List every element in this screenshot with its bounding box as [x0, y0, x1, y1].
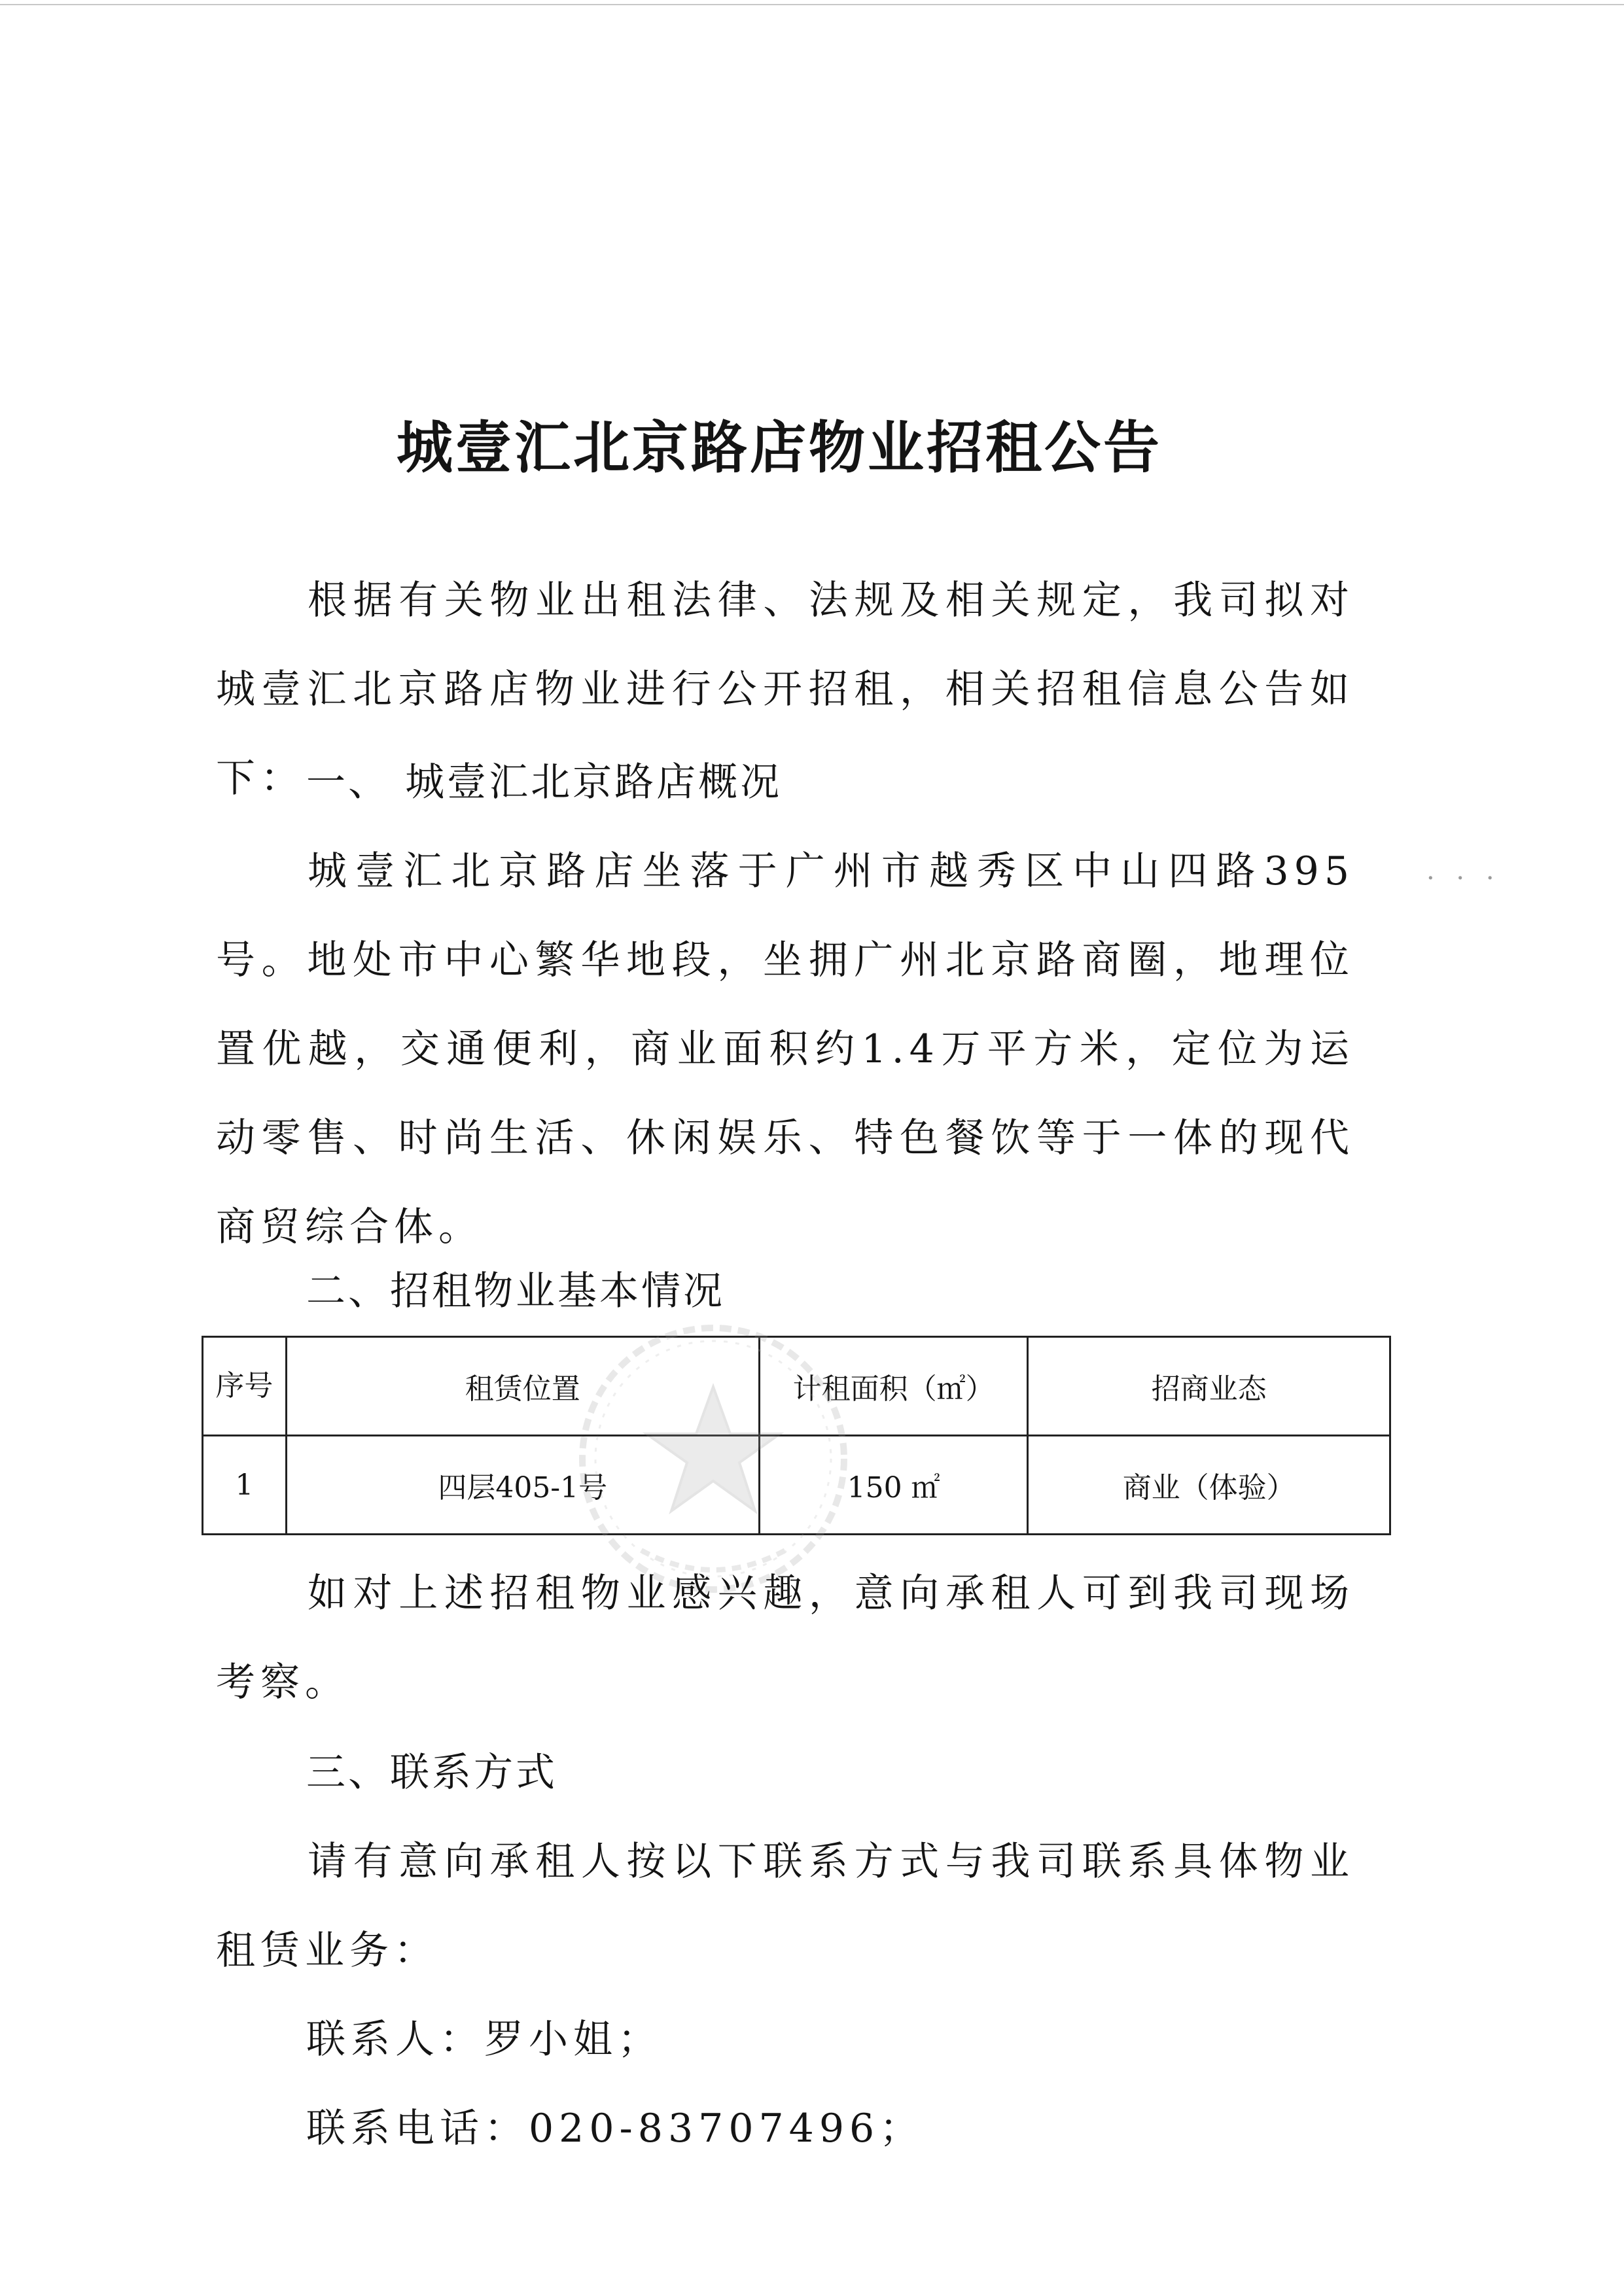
contact-person: 联系人：罗小姐；	[306, 2017, 662, 2062]
scan-top-edge	[0, 0, 1624, 5]
header-location: 租赁位置	[286, 1337, 759, 1436]
document-title: 城壹汇北京路店物业招租公告	[397, 415, 1162, 481]
section-2-heading: 二、招租物业基本情况	[306, 1268, 725, 1314]
header-business-type: 招商业态	[1028, 1337, 1390, 1436]
contact-phone: 联系电话：020-83707496；	[306, 2106, 925, 2151]
section-3-heading: 三、联系方式	[306, 1750, 557, 1796]
table-header-row	[203, 1337, 1390, 1436]
cell-seq: 1	[203, 1436, 287, 1535]
header-area: 计租面积（㎡）	[759, 1337, 1028, 1436]
section-1-body: 城壹汇北京路店坐落于广州市越秀区中山四路395号。地处市中心繁华地段，坐拥广州北京路商圈，地理位置优越，交通便利，商业面积约1.4万平方米，定位为运动零售、时尚生活、休闲娱乐、特色餐饮等于一体的现代商贸综合体。	[216, 848, 1354, 1250]
section-3-body: 请有意向承租人按以下联系方式与我司联系具体物业租赁业务：	[216, 1839, 1354, 1974]
section-1-heading: 一、 城壹汇北京路店概况	[306, 759, 783, 805]
section-2-note: 如对上述招租物业感兴趣，意向承租人可到我司现场考察。	[216, 1571, 1354, 1705]
cell-business-type: 商业（体验）	[1028, 1436, 1390, 1535]
header-seq: 序号	[203, 1337, 287, 1436]
table-row	[203, 1436, 1390, 1535]
cell-location: 四层405-1号	[286, 1436, 759, 1535]
margin-dots: · · ·	[1426, 863, 1501, 894]
lease-table	[202, 1336, 1391, 1535]
cell-area: 150 ㎡	[759, 1436, 1028, 1535]
intro-paragraph: 根据有关物业出租法律、法规及相关规定，我司拟对城壹汇北京路店物业进行公开招租，相关招租信息公告如下：	[216, 578, 1354, 801]
